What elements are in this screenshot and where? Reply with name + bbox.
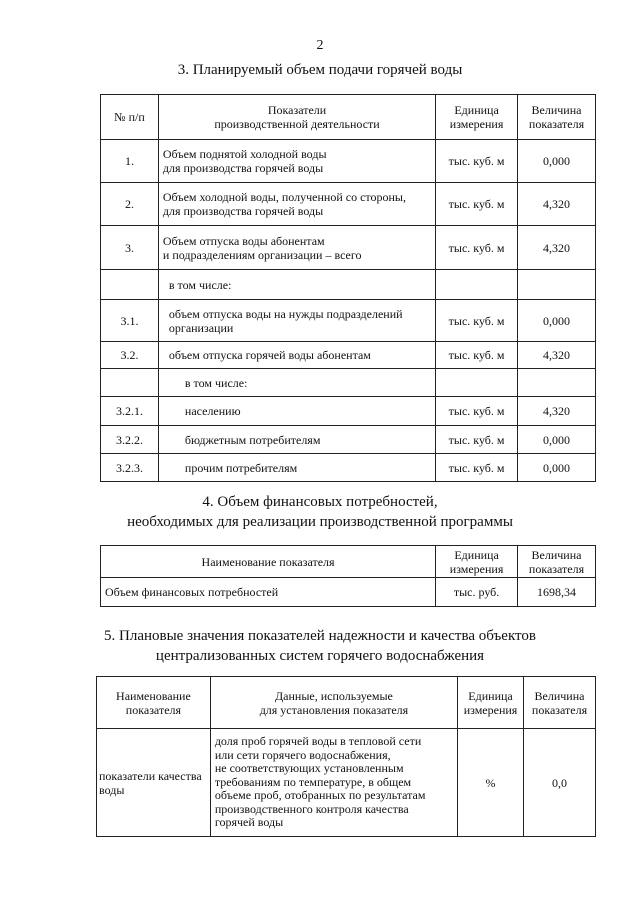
row-name: показатели качества воды	[97, 729, 211, 837]
header-indicators: Показатели производственной деятельности	[158, 95, 435, 140]
row-num: 1.	[101, 140, 159, 183]
table-header-row	[101, 95, 596, 140]
row-name: прочим потребителям	[158, 454, 435, 482]
header-data-used: Данные, используемые для установления показателя	[210, 677, 457, 729]
row-name: Объем поднятой холодной воды для производства горячей воды	[158, 140, 435, 183]
row-unit	[436, 270, 518, 300]
section-3-title: 3. Планируемый объем подачи горячей воды	[177, 62, 463, 78]
row-name: Объем финансовых потребностей	[101, 578, 436, 607]
header-value: Величина показателя	[524, 677, 596, 729]
row-unit	[436, 369, 518, 397]
row-name: Объем холодной воды, полученной со стороны, для производства горячей воды	[158, 183, 435, 226]
row-unit: тыс. куб. м	[436, 397, 518, 426]
header-num: № п/п	[101, 95, 159, 140]
table-header-row	[97, 677, 596, 729]
row-unit: %	[458, 729, 524, 837]
row-unit: тыс. куб. м	[436, 300, 518, 342]
row-value: 0,000	[518, 300, 596, 342]
row-unit: тыс. куб. м	[436, 140, 518, 183]
table-header-row	[101, 546, 596, 578]
row-num: 3.2.	[101, 342, 159, 369]
row-name: в том числе:	[158, 270, 435, 300]
row-name: объем отпуска горячей воды абонентам	[158, 342, 435, 369]
row-num: 3.2.1.	[101, 397, 159, 426]
header-indicator-name: Наименование показателя	[101, 546, 436, 578]
table-row	[101, 270, 596, 300]
table-row	[101, 140, 596, 183]
row-name: объем отпуска воды на нужды подразделений организации	[158, 300, 435, 342]
row-value	[518, 270, 596, 300]
row-unit: тыс. куб. м	[436, 226, 518, 270]
reliability-quality-table	[96, 676, 596, 837]
financial-needs-table	[100, 545, 596, 607]
row-value: 0,000	[518, 454, 596, 482]
row-value: 4,320	[518, 226, 596, 270]
row-num	[101, 270, 159, 300]
table-row	[101, 342, 596, 369]
header-unit: Единица измерения	[436, 546, 518, 578]
table-row	[101, 426, 596, 454]
row-value: 0,000	[518, 426, 596, 454]
section-4-title-line2: необходимых для реализации производственной программы	[127, 514, 513, 530]
row-unit: тыс. куб. м	[436, 454, 518, 482]
header-indicator-name: Наименование показателя	[97, 677, 211, 729]
row-num: 3.	[101, 226, 159, 270]
header-value: Величина показателя	[518, 95, 596, 140]
row-value: 0,000	[518, 140, 596, 183]
row-value: 1698,34	[518, 578, 596, 607]
row-value: 4,320	[518, 397, 596, 426]
row-value: 4,320	[518, 342, 596, 369]
row-name: бюджетным потребителям	[158, 426, 435, 454]
row-value: 0,0	[524, 729, 596, 837]
row-unit: тыс. куб. м	[436, 342, 518, 369]
table-row	[101, 226, 596, 270]
row-unit: тыс. руб.	[436, 578, 518, 607]
table-row	[101, 397, 596, 426]
section-4-title-line1: 4. Объем финансовых потребностей,	[202, 494, 438, 510]
row-name: в том числе:	[158, 369, 435, 397]
table-row	[101, 454, 596, 482]
row-num: 3.1.	[101, 300, 159, 342]
header-unit: Единица измерения	[458, 677, 524, 729]
table-row	[97, 729, 596, 837]
row-num: 2.	[101, 183, 159, 226]
row-num	[101, 369, 159, 397]
page-number: 2	[316, 38, 324, 53]
row-unit: тыс. куб. м	[436, 183, 518, 226]
production-volume-table	[100, 94, 596, 482]
row-data: доля проб горячей воды в тепловой сети или сети горячего водоснабжения, не соответствующих установленным требованиям по температуре, в общем объеме проб, отобранных по результатам производственного контроля качества горячей воды	[210, 729, 457, 837]
table-row	[101, 300, 596, 342]
section-5-title-line1: 5. Плановые значения показателей надежности и качества объектов	[104, 628, 536, 644]
row-value: 4,320	[518, 183, 596, 226]
row-name: Объем отпуска воды абонентам и подразделениям организации – всего	[158, 226, 435, 270]
row-unit: тыс. куб. м	[436, 426, 518, 454]
header-unit: Единица измерения	[436, 95, 518, 140]
row-value	[518, 369, 596, 397]
table-row	[101, 369, 596, 397]
table-row	[101, 578, 596, 607]
row-num: 3.2.2.	[101, 426, 159, 454]
header-value: Величина показателя	[518, 546, 596, 578]
row-name: населению	[158, 397, 435, 426]
section-5-title-line2: централизованных систем горячего водоснабжения	[155, 648, 485, 664]
row-num: 3.2.3.	[101, 454, 159, 482]
table-row	[101, 183, 596, 226]
